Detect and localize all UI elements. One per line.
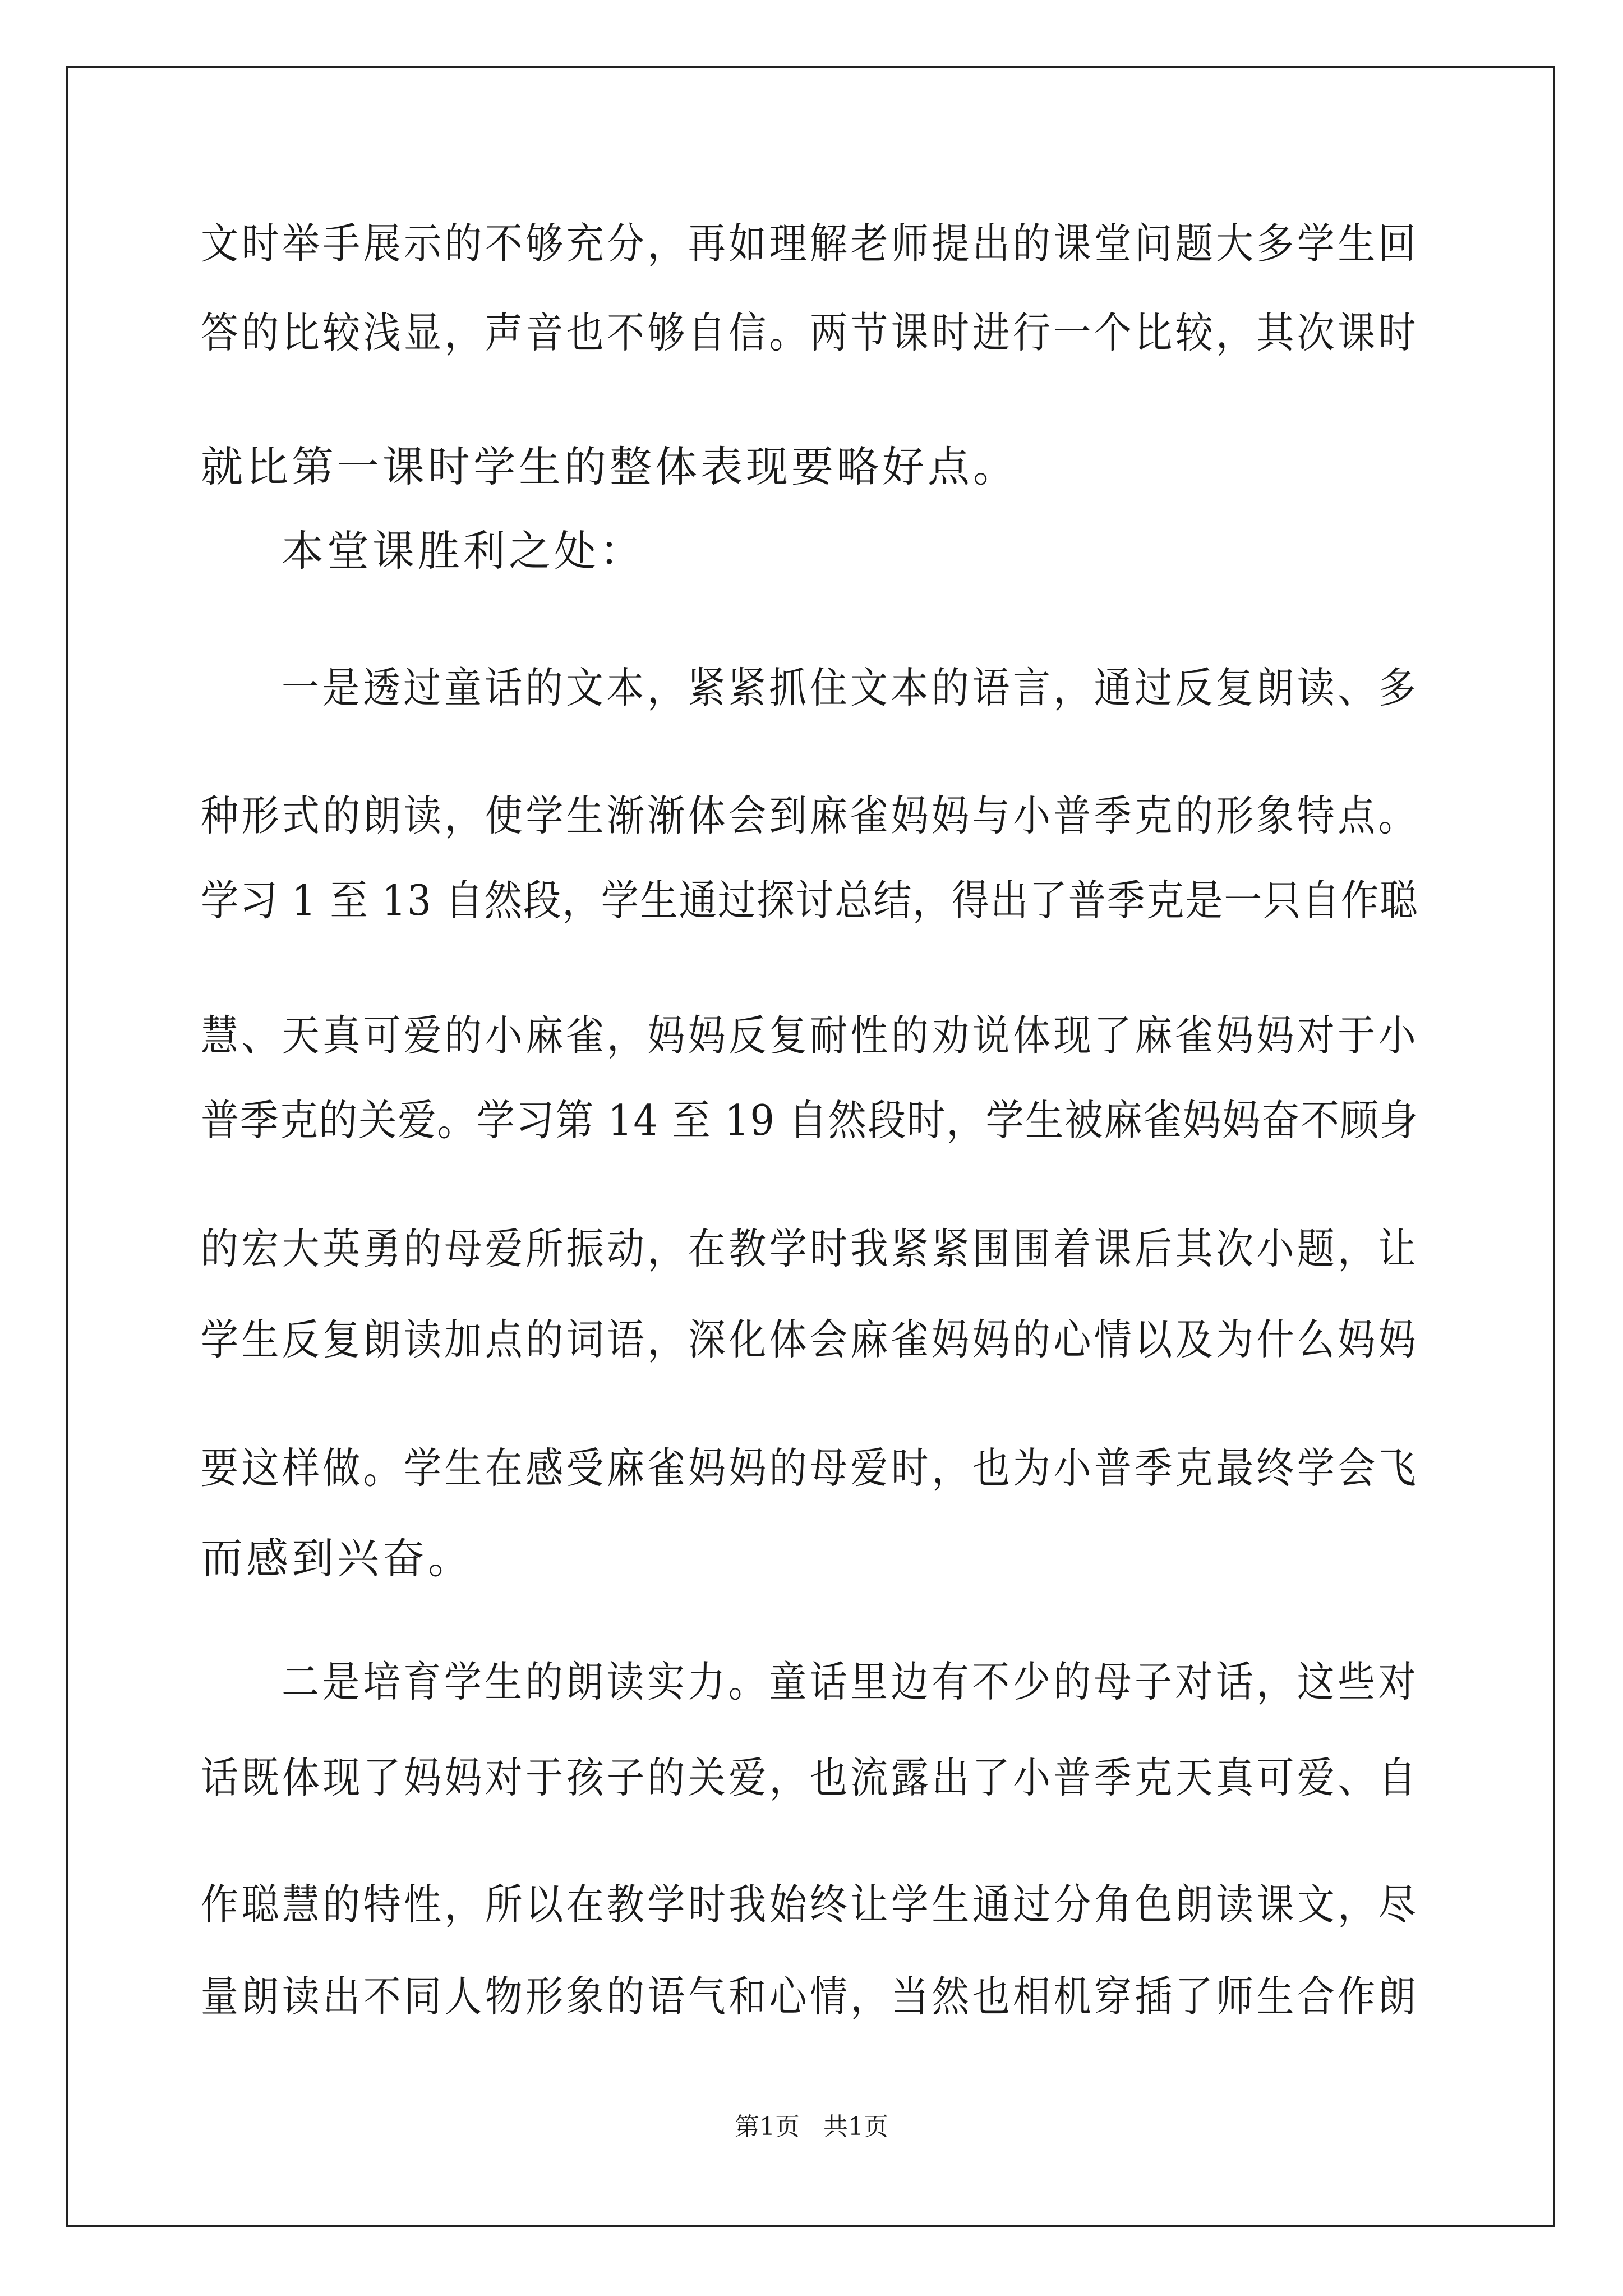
text-line: 就比第一课时学生的整体表现要略好点。 [201, 442, 1019, 491]
text-line: 一是透过童话的文本，紧紧抓住文本的语言，通过反复朗读、多 [282, 663, 1419, 712]
text-line: 答的比较浅显，声音也不够自信。两节课时进行一个比较，其次课时 [201, 308, 1419, 357]
text-line: 量朗读出不同人物形象的语气和心情，当然也相机穿插了师生合作朗 [201, 1972, 1419, 2021]
text-line: 作聪慧的特性，所以在教学时我始终让学生通过分角色朗读课文，尽 [201, 1880, 1419, 1929]
text-line: 学生反复朗读加点的词语，深化体会麻雀妈妈的心情以及为什么妈妈 [201, 1315, 1419, 1364]
text-line: 本堂课胜利之处： [282, 526, 645, 576]
page-number: 第1页 共1页 [735, 2113, 888, 2141]
text-line: 普季克的关爱。学习第 14 至 19 自然段时，学生被麻雀妈妈奋不顾身 [201, 1096, 1419, 1145]
text-line: 学习 1 至 13 自然段，学生通过探讨总结，得出了普季克是一只自作聪 [201, 876, 1419, 925]
text-line: 话既体现了妈妈对于孩子的关爱，也流露出了小普季克天真可爱、自 [201, 1753, 1419, 1802]
text-line: 的宏大英勇的母爱所振动，在教学时我紧紧围围着课后其次小题，让 [201, 1224, 1419, 1273]
text-line: 而感到兴奋。 [201, 1534, 474, 1583]
text-line: 文时举手展示的不够充分，再如理解老师提出的课堂问题大多学生回 [201, 219, 1419, 268]
text-line: 种形式的朗读，使学生渐渐体会到麻雀妈妈与小普季克的形象特点。 [201, 791, 1419, 840]
text-line: 慧、天真可爱的小麻雀，妈妈反复耐性的劝说体现了麻雀妈妈对于小 [201, 1011, 1419, 1060]
text-line: 要这样做。学生在感受麻雀妈妈的母爱时，也为小普季克最终学会飞 [201, 1443, 1419, 1493]
text-line: 二是培育学生的朗读实力。童话里边有不少的母子对话，这些对 [282, 1657, 1419, 1706]
